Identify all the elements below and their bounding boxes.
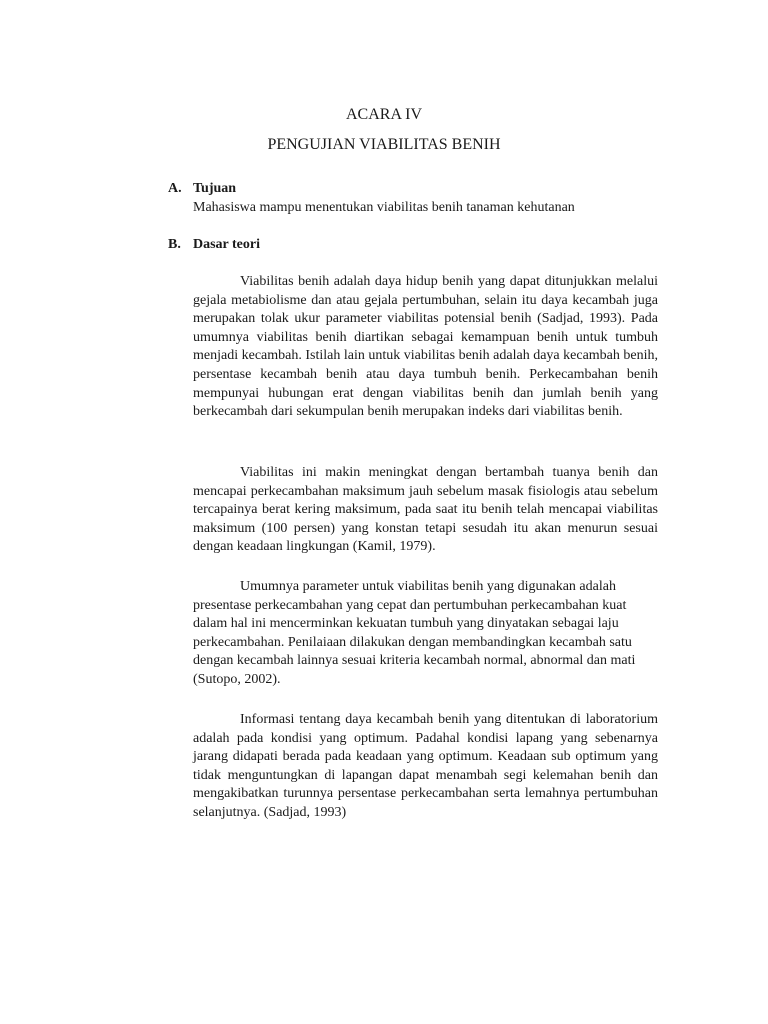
section-heading-label: Tujuan xyxy=(193,181,237,196)
section-heading-label: Dasar teori xyxy=(193,237,260,252)
paragraph: Viabilitas benih adalah daya hidup benih yang dapat ditunjukkan melalui gejala metabiolisme dan atau gejala pertumbuhan, selain itu daya kecambah juga merupakan tolak ukur parameter viabilitas potensial benih (Sadjad, 1993). Pada umumnya viabilitas benih diartikan sebagai kemampuan benih untuk tumbuh menjadi kecambah. Istilah lain untuk viabilitas benih adalah daya kecambah benih, persentase kecambah benih atau daya tumbuh benih. Perkecambahan benih mempunyai hubungan erat dengan viabilitas benih dan jumlah benih yang berkecambah dari sekumpulan benih merupakan indeks dari viabilitas benih. xyxy=(193,274,658,420)
section-letter: A. xyxy=(168,181,182,196)
page-title: ACARA IV xyxy=(345,106,422,123)
section-heading-tujuan xyxy=(168,180,236,198)
paragraph: Viabilitas ini makin meningkat dengan bertambah tuanya benih dan mencapai perkecambahan maksimum jauh sebelum masak fisiologis atau sebelum tercapainya berat kering maksimum, pada saat itu benih telah mencapai viabilitas maksimum (100 persen) yang konstan tetapi sesudah itu akan menurun sesuai dengan keadaan lingkungan (Kamil, 1979). xyxy=(193,465,658,555)
section-body-tujuan: Mahasiswa mampu menentukan viabilitas benih tanaman kehutanan xyxy=(193,200,575,215)
paragraph: Umumnya parameter untuk viabilitas benih yang digunakan adalah presentase perkecambahan yang cepat dan pertumbuhan perkecambahan kuat dalam hal ini mencerminkan kekuatan tumbuh yang dinyatakan sebagai laju perkecambahan. Penilaiaan dilakukan dengan membandingkan kecambah satu dengan kecambah lainnya sesuai kriteria kecambah normal, abnormal dan mati (Sutopo, 2002). xyxy=(193,579,636,687)
section-letter: B. xyxy=(168,237,181,252)
section-heading-dasar-teori xyxy=(168,236,260,254)
page-subtitle: PENGUJIAN VIABILITAS BENIH xyxy=(267,136,501,153)
paragraph: Informasi tentang daya kecambah benih yang ditentukan di laboratorium adalah pada kondisi yang optimum. Padahal kondisi lapang yang sebenarnya jarang didapati berada pada keadaan yang optimum. Keadaan sub optimum yang tidak menguntungkan di lapangan dapat menambah segi kelemahan benih dan mengakibatkan turunnya persentase perkecambahan serta lemahnya pertumbuhan selanjutnya. (Sadjad, 1993) xyxy=(193,712,658,820)
